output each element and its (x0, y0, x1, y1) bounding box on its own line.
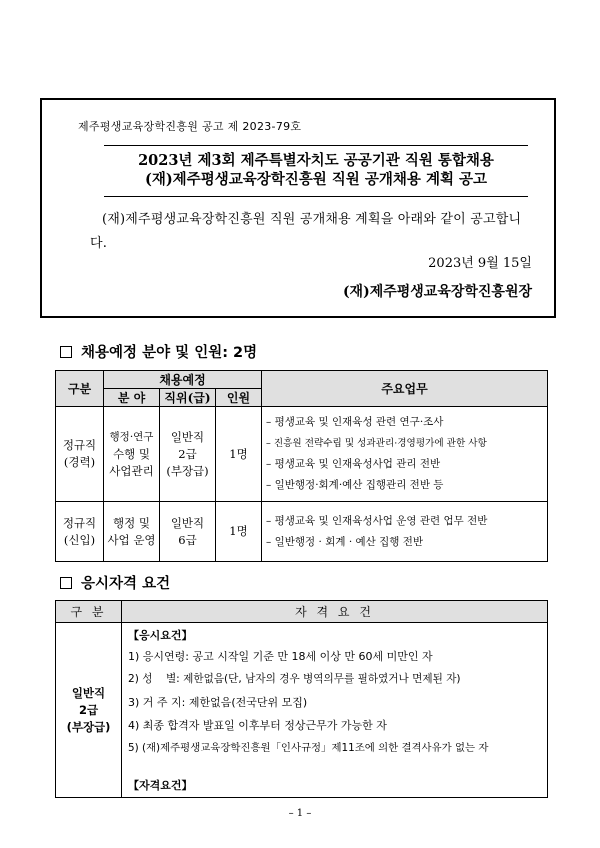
notice-issuer: (재)제주평생교육장학진흥원장 (342, 284, 532, 300)
cell-text: 사업관리 (109, 463, 154, 478)
header-grade: 직위(급) (160, 389, 216, 407)
qualification-table (55, 600, 548, 798)
cell-text: 2급 (78, 702, 99, 717)
notice-title (104, 145, 528, 197)
recruitment-table (55, 370, 548, 562)
table-row (56, 407, 548, 502)
header-division: 구분 (56, 371, 104, 407)
header-requirements: 자 격 요 건 (122, 601, 548, 623)
cell-text: 6급 (178, 532, 197, 547)
cell-grade (160, 502, 216, 562)
duty-item: – 평생교육 및 인재육성 관련 연구·조사 (266, 416, 444, 428)
section-heading-text: 채용예정 분야 및 인원: 2명 (81, 345, 258, 361)
cell-division (56, 623, 122, 798)
section-heading-qualification (60, 572, 170, 593)
duty-item: – 평생교육 및 인재육성사업 운영 관련 업무 전반 (266, 514, 488, 527)
cell-grade (160, 407, 216, 502)
requirement-item: 4) 최종 합격자 발표일 이후부터 정상근무가 가능한 자 (128, 719, 387, 732)
cell-text: 사업 운영 (107, 532, 156, 547)
cell-text: 행정 및 (113, 515, 150, 530)
requirement-item: 1) 응시연령: 공고 시작일 기준 만 18세 이상 만 60세 미만인 자 (128, 650, 433, 663)
cell-text: 정규직 (62, 515, 97, 530)
requirement-item: 5) (재)제주평생교육장학진흥원「인사규정」제11조에 의한 결격사유가 없는 자 (128, 742, 489, 754)
cell-text: (부장급) (166, 463, 209, 478)
cell-count: 1명 (216, 407, 262, 502)
cell-requirements (122, 623, 548, 798)
table-row (56, 623, 548, 798)
cell-text: 일반직 (170, 515, 205, 530)
cell-duties (262, 502, 548, 562)
notice-intro: (재)제주평생교육장학진흥원 직원 공개채용 계획을 아래와 같이 공고합니다. (90, 212, 522, 251)
requirements-title: 【응시요건】 (128, 629, 193, 642)
cell-text: (경력) (63, 455, 96, 469)
section-heading-text: 응시자격 요건 (81, 576, 171, 592)
cell-text: (신입) (63, 532, 96, 547)
table-row (56, 502, 548, 562)
header-field: 분 야 (104, 389, 160, 407)
duty-item: – 평생교육 및 인재육성사업 관리 전반 (266, 458, 441, 470)
cell-text: 행정·연구 (109, 430, 154, 443)
cell-text: 일반직 (71, 685, 106, 700)
cell-text: 2급 (178, 446, 197, 461)
header-plan: 채용예정 (104, 371, 262, 389)
checkbox-square-icon (60, 346, 72, 358)
duty-item: – 진흥원 전략수립 및 성과관리·경영평가에 관한 사항 (266, 438, 487, 449)
cell-division (56, 502, 104, 562)
section-heading-recruitment (60, 341, 257, 362)
cell-duties (262, 407, 548, 502)
cell-text: 일반직 (170, 429, 205, 444)
title-line-2: (재)제주평생교육장학진흥원 직원 공개채용 계획 공고 (144, 171, 488, 188)
notice-date: 2023년 9월 15일 (428, 256, 532, 271)
cell-text: (부장급) (66, 719, 111, 734)
cell-count: 1명 (216, 502, 262, 562)
header-duties: 주요업무 (262, 371, 548, 407)
duty-item: – 일반행정·회계·예산 집행관리 전반 등 (266, 479, 444, 491)
cell-field (104, 407, 160, 502)
requirement-item: 3) 거 주 지: 제한없음(전국단위 모집) (128, 696, 308, 709)
header-division: 구 분 (56, 601, 122, 623)
notice-box (40, 98, 556, 318)
requirement-item: 2) 성 별: 제한없음(단, 남자의 경우 병역의무를 필하였거나 면제된 자) (128, 673, 461, 685)
cell-field (104, 502, 160, 562)
cell-text: 수행 및 (113, 446, 150, 461)
cell-division (56, 407, 104, 502)
cell-text: 정규직 (62, 438, 97, 452)
checkbox-square-icon (60, 577, 72, 589)
header-count: 인원 (216, 389, 262, 407)
page-number: – 1 – (288, 808, 312, 819)
title-line-1: 2023년 제3회 제주특별자치도 공공기관 직원 통합채용 (138, 152, 494, 169)
notice-number: 제주평생교육장학진흥원 공고 제 2023-79호 (78, 120, 302, 133)
qualification-title: 【자격요건】 (128, 779, 193, 792)
duty-item: – 일반행정 · 회계 · 예산 집행 전반 (266, 535, 424, 548)
